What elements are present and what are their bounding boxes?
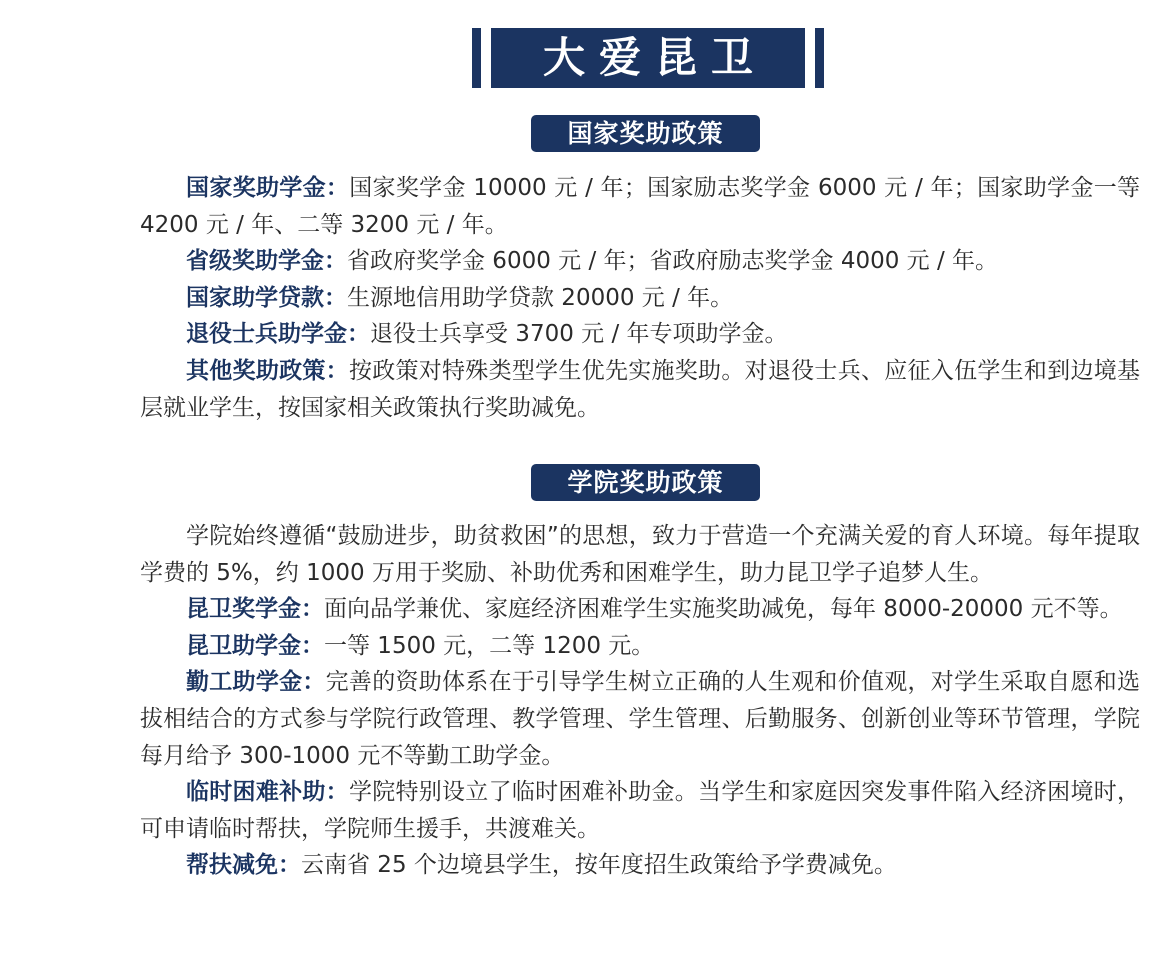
policy-item-text: 面向品学兼优、家庭经济困难学生实施奖助减免，每年 8000-20000 元不等。: [324, 596, 1123, 623]
policy-item-label: 其他奖助政策：: [186, 357, 349, 384]
policy-item: [140, 353, 1140, 426]
policy-item-text: 按政策对特殊类型学生优先实施奖助。对退役士兵、应征入伍学生和到边境基层就业学生，按国家相关政策执行奖助减免。: [140, 357, 1141, 421]
policy-item: [140, 280, 1140, 317]
policy-item: [140, 774, 1140, 847]
policy-item: [140, 847, 1140, 884]
policy-item: [140, 628, 1140, 665]
policy-item: [140, 170, 1140, 243]
policy-item-label: 临时困难补助：: [186, 779, 349, 806]
policy-item-text: 国家奖学金 10000 元 / 年；国家励志奖学金 6000 元 / 年；国家助学金一等 4200 元 / 年、二等 3200 元 / 年。: [140, 175, 1141, 238]
policy-item: [140, 243, 1140, 280]
policy-item-text: 省政府奖学金 6000 元 / 年；省政府励志奖学金 4000 元 / 年。: [347, 248, 999, 275]
college-policy-section: [140, 518, 1140, 884]
policy-item-label: 帮扶减免：: [186, 852, 301, 879]
policy-item-text: 退役士兵享受 3700 元 / 年专项助学金。: [370, 321, 788, 348]
policy-item-text: 学院特别设立了临时困难补助金。当学生和家庭因突发事件陷入经济困境时，可申请临时帮扶，学院师生援手，共渡难关。: [140, 779, 1141, 842]
policy-item-label: 昆卫奖学金：: [186, 596, 324, 623]
policy-item: [140, 591, 1140, 628]
banner-title: 大爱昆卫: [491, 28, 805, 88]
policy-item-label: 国家助学贷款：: [186, 284, 347, 311]
national-policy-section: [140, 170, 1140, 426]
policy-item: [140, 316, 1140, 353]
policy-item: [140, 664, 1140, 774]
policy-item-text: 云南省 25 个边境县学生，按年度招生政策给予学费减免。: [301, 852, 897, 879]
policy-item-text: 完善的资助体系在于引导学生树立正确的人生观和价值观，对学生采取自愿和选拔相结合的方式参与学院行政管理、教学管理、学生管理、后勤服务、创新创业等环节管理，学院每月给予 300-1000 元不等勤工助学金。: [140, 669, 1141, 769]
policy-item-label: 昆卫助学金：: [186, 632, 324, 659]
policy-item-text: 生源地信用助学贷款 20000 元 / 年。: [347, 284, 734, 311]
policy-item-label: 省级奖助学金：: [186, 248, 347, 275]
policy-item-label: 退役士兵助学金：: [186, 321, 370, 348]
policy-item-label: 勤工助学金：: [186, 669, 326, 696]
policy-item-text: 一等 1500 元，二等 1200 元。: [324, 632, 655, 659]
banner-right-bar: [815, 28, 824, 88]
title-banner: [472, 28, 824, 88]
banner-left-bar: [472, 28, 481, 88]
college-intro: 学院始终遵循“鼓励进步，助贫救困”的思想，致力于营造一个充满关爱的育人环境。每年提取学费的 5%，约 1000 万用于奖励、补助优秀和困难学生，助力昆卫学子追梦人生。: [140, 523, 1140, 586]
college-policy-heading: 学院奖助政策: [531, 464, 760, 501]
national-policy-heading: 国家奖助政策: [531, 115, 760, 152]
policy-item-label: 国家奖助学金：: [186, 175, 350, 201]
